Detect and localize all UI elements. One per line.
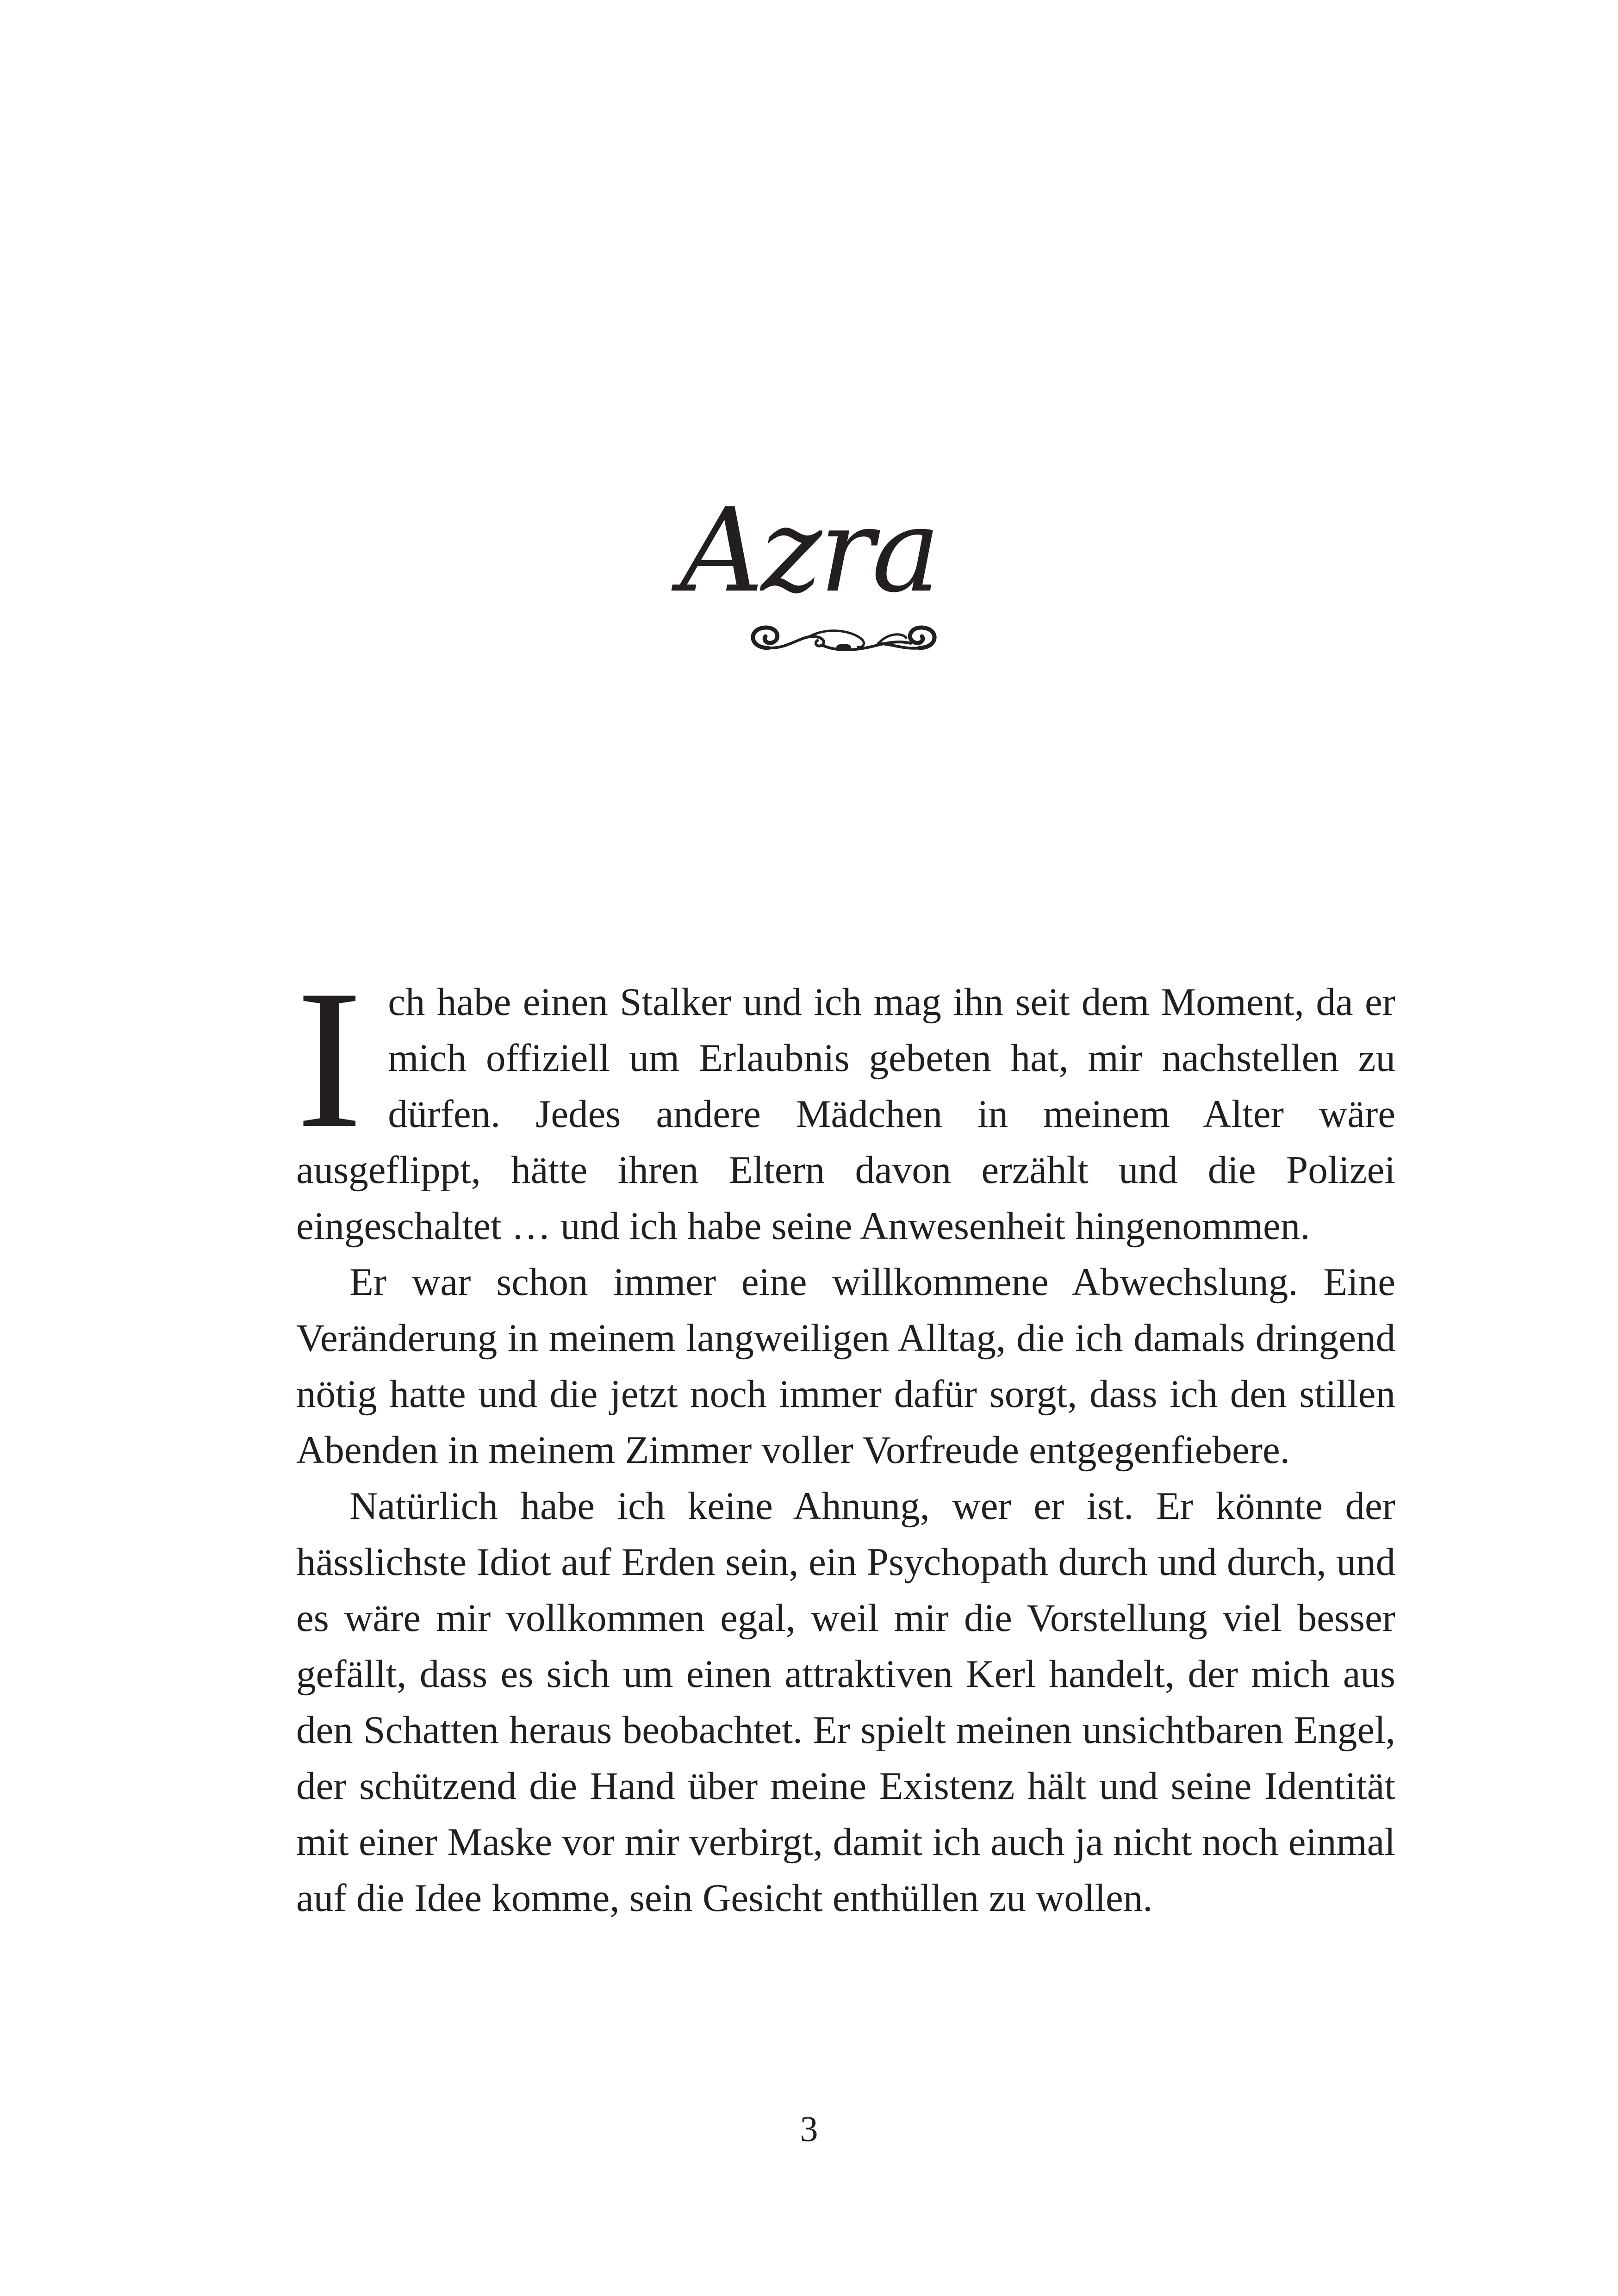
- paragraph-1: [296, 949, 1395, 1254]
- paragraph-1-text: ch habe einen Stalker und ich mag ihn seit dem Moment, da er mich offiziell um Erlaubnis gebeten hat, mir nachstellen zu dürfen. Jedes andere Mädchen in meinem Alter wäre ausgeflippt, hätte ihren Eltern davon erzählt und die Polizei eingeschaltet … und ich habe seine Anwesenheit hingenommen.: [296, 980, 1395, 1248]
- page-number: 3: [800, 2109, 818, 2149]
- paragraph-3: Natürlich habe ich keine Ahnung, wer er ist. Er könnte der hässlichste Idiot auf Erden sein, ein Psychopath durch und durch, und es wäre mir vollkommen egal, weil mir die Vorstellung viel besser gefällt, dass es sich um einen attraktiven Kerl handelt, der mich aus den Schatten heraus beobachtet. Er spielt meinen unsichtbaren Engel, der schützend die Hand über meine Existenz hält und seine Identität mit einer Maske vor mir verbirgt, damit ich auch ja nicht noch einmal auf die Idee komme, sein Gesicht enthüllen zu wollen.: [296, 1484, 1395, 1920]
- flourish-ornament-icon: [740, 615, 948, 670]
- paragraph-2: Er war schon immer eine willkommene Abwechslung. Eine Veränderung in meinem langweiligen Alltag, die ich damals dringend nötig hatte und die jetzt noch immer dafür sorgt, dass ich den stillen Abenden in meinem Zimmer voller Vorfreude entgegenfiebere.: [296, 1260, 1395, 1472]
- drop-cap: I: [296, 949, 363, 1170]
- chapter-body: [296, 949, 1395, 1926]
- chapter-title: Azra: [680, 483, 938, 618]
